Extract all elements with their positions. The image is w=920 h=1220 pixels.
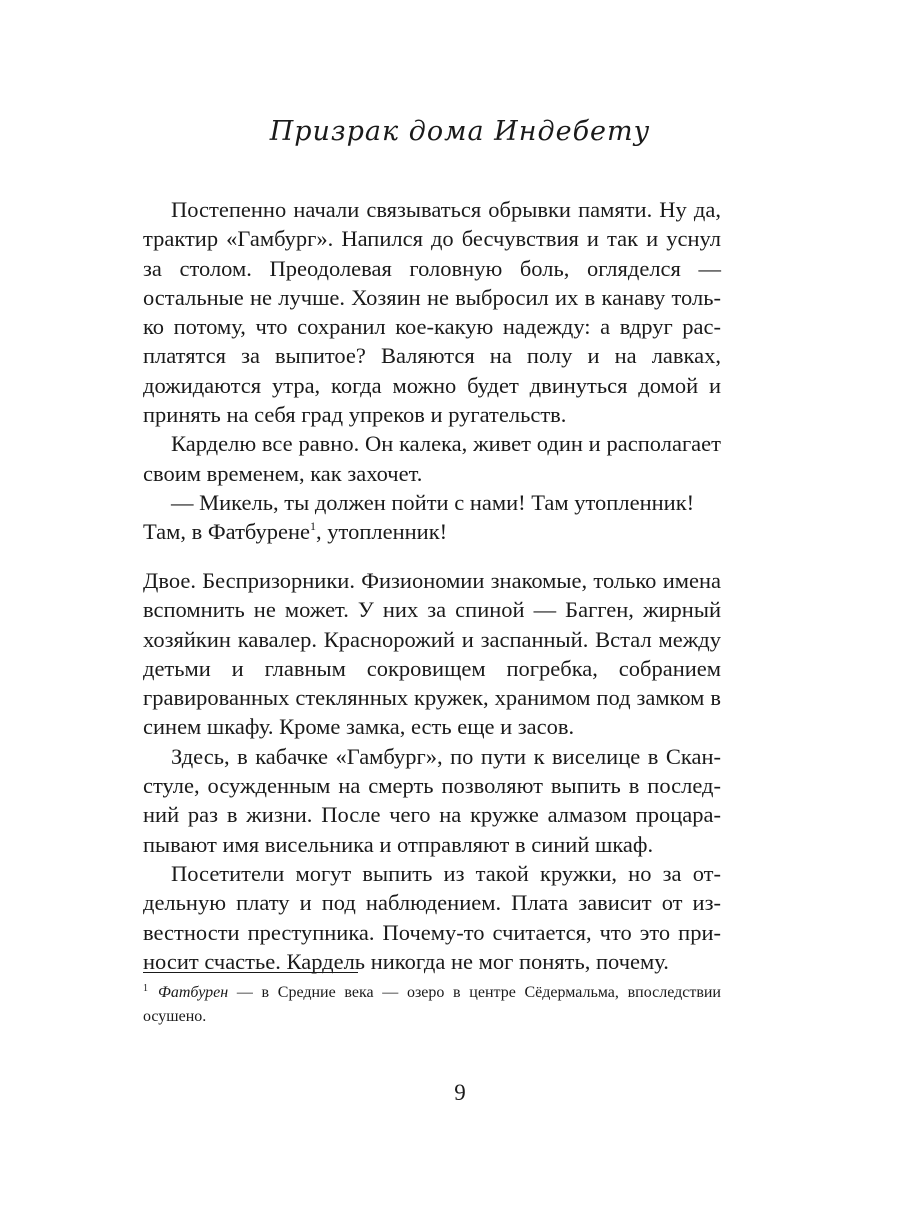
footnote-term: Фатбурен — [158, 984, 229, 1001]
footnote-divider — [143, 972, 358, 973]
page-number: 9 — [454, 1080, 466, 1105]
dialogue-text-end: , утопленник! — [316, 519, 448, 545]
text-block-2 — [143, 566, 721, 976]
footnote-text: — в Средние века — озеро в центре Сёдермальма, впоследствии осушено. — [143, 984, 721, 1025]
footnote-reference: 1 — [310, 519, 317, 534]
paragraph-1: Постепенно начали связываться обрывки памяти. Ну да, трактир «Гамбург». Напился до бесчувствия и так и уснул за столом. Преодолевая головную боль, огляделся — остальные не лучше. Хозяин не выбросил их в канаву только потому, что сохранил кое-какую надежду: а вдруг расплатятся за выпитое? Валяются на полу и на лавках, дожидаются утра, когда можно будет двинуться домой и принять на себя град упреков и ругательств. — [143, 197, 721, 428]
dialogue-paragraph: — Микель, ты должен пойти с нами! Там утопленник! — [171, 489, 695, 515]
running-head: Призрак дома Индебету — [269, 116, 651, 147]
paragraph-2: Карделю все равно. Он калека, живет один и располагает своим временем, как захочет. — [143, 431, 721, 486]
paragraph-4: Двое. Беспризорники. Физиономии знакомые, только имена вспомнить не может. У них за спиной — Багген, жирный хозяйкин кавалер. Краснорожий и заспанный. Встал между детьми и главным сокровищем погребка, собранием гравированных стеклянных кружек, хранимом под замком в синем шкафу. Кроме замка, есть еще и засов. — [143, 568, 721, 740]
paragraph-6: Посетители могут выпить из такой кружки, но за отдельную плату и под наблюдением. Плата зависит от известности преступника. Почему-то считается, что это приносит счастье. Кардель никогда не мог понять, почему. — [143, 860, 721, 974]
text-block-1 — [143, 195, 721, 547]
paragraph-5: Здесь, в кабачке «Гамбург», по пути к виселице в Сканстуле, осужденным на смерть позволяют выпить в последний раз в жизни. После чего на кружке алмазом процарапывают имя висельника и отправляют в синий шкаф. — [143, 743, 721, 857]
footnote — [143, 981, 721, 1029]
dialogue-continuation — [143, 517, 721, 546]
footnote-marker: 1 — [143, 983, 148, 994]
dialogue-text-start: Там, в Фатбурене — [143, 519, 311, 545]
